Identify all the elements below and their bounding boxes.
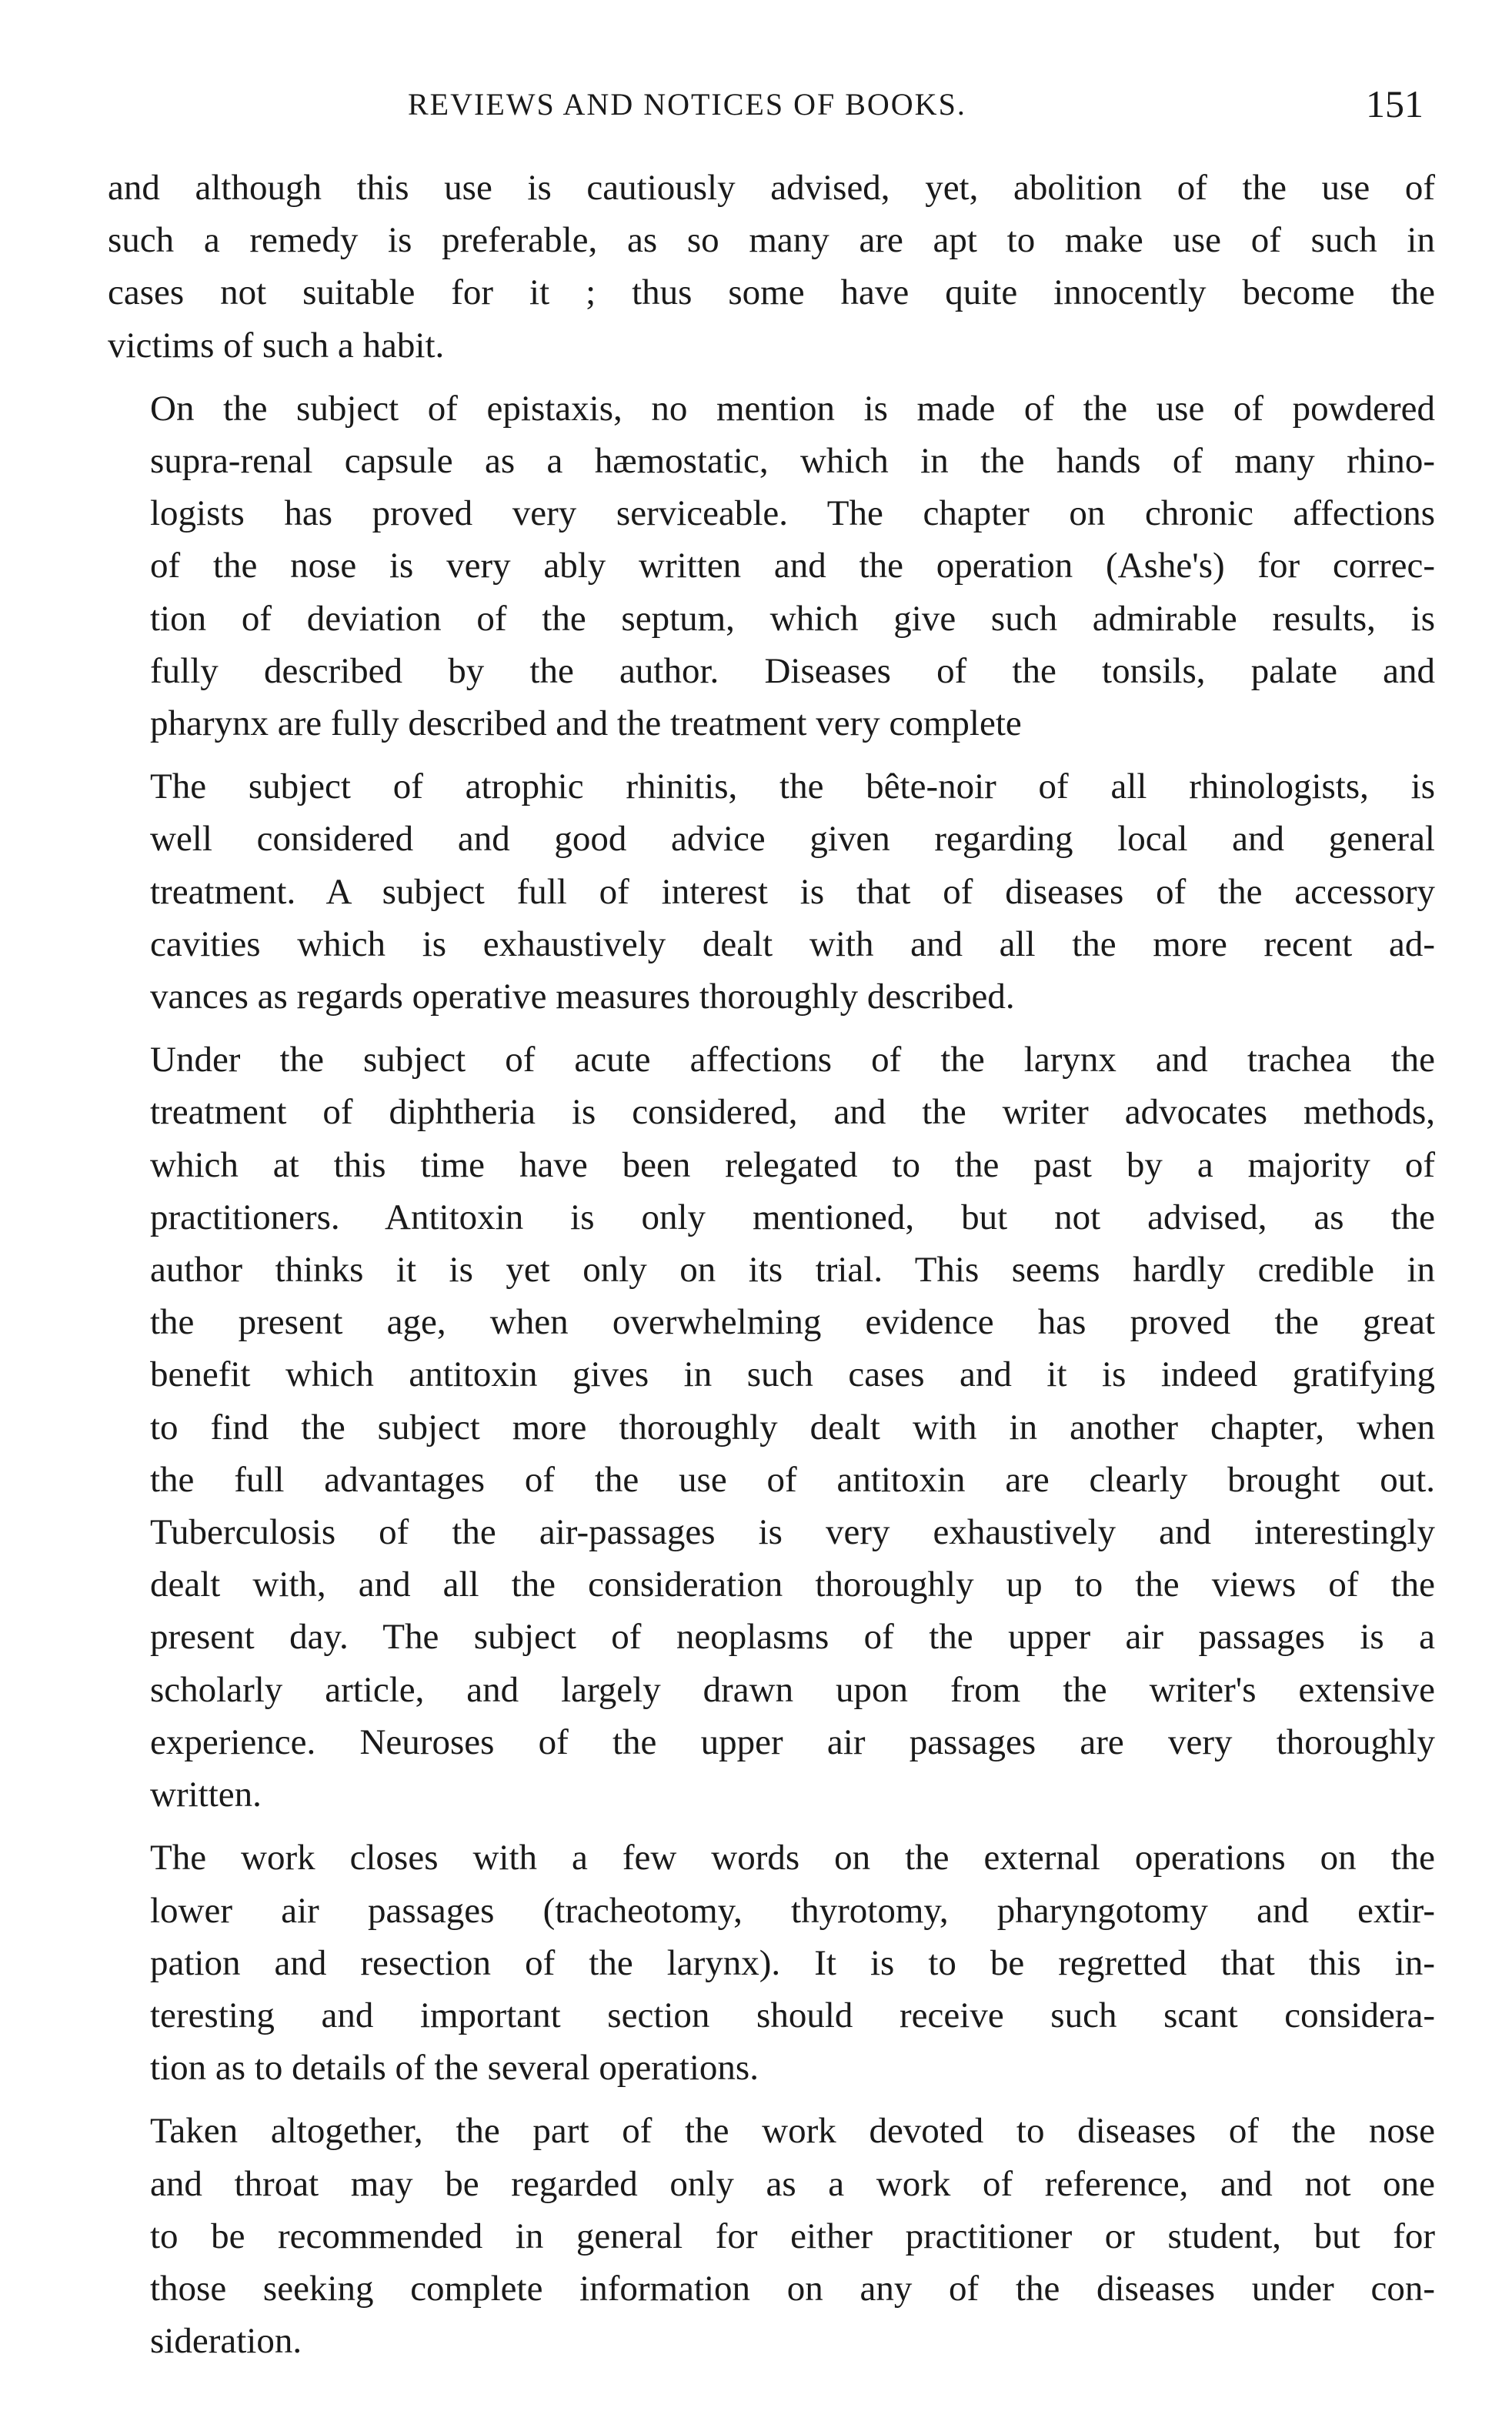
running-title: REVIEWS AND NOTICES OF BOOKS. xyxy=(408,87,966,122)
text-line: and throat may be regarded only as a work of reference, and not one xyxy=(150,2163,1435,2204)
text-line: Taken altogether, the part of the work devoted to diseases of the nose xyxy=(150,2111,1435,2152)
text-line: The work closes with a few words on the external operations on the xyxy=(150,1838,1435,1878)
page-number: 151 xyxy=(1366,82,1424,125)
paragraph-2 xyxy=(108,382,1435,750)
text-line: pharynx are fully described and the treatment very complete xyxy=(150,703,1022,744)
text-line: vances as regards operative measures thoroughly described. xyxy=(150,977,1015,1017)
text-line: fully described by the author. Diseases of the tonsils, palate and xyxy=(150,650,1435,691)
text-line: to be recommended in general for either practitioner or student, but for xyxy=(150,2216,1435,2256)
body-text xyxy=(108,162,1435,2378)
text-line: dealt with, and all the consideration thoroughly up to the views of the xyxy=(150,1564,1435,1605)
text-line: lower air passages (tracheotomy, thyrotomy, pharyngotomy and extir- xyxy=(150,1890,1435,1931)
text-line: such a remedy is preferable, as so many are apt to make use of such in xyxy=(108,220,1435,261)
text-line: Tuberculosis of the air-passages is very exhaustively and interestingly xyxy=(150,1512,1435,1553)
text-line: pation and resection of the larynx). It is to be regretted that this in- xyxy=(150,1942,1435,1983)
paragraph-5 xyxy=(108,1832,1435,2094)
text-line: those seeking complete information on any of the diseases under con- xyxy=(150,2268,1435,2309)
text-line: which at this time have been relegated to the past by a majority of xyxy=(150,1144,1435,1185)
text-line: tion of deviation of the septum, which give such admirable results, is xyxy=(150,598,1435,639)
text-line: the present age, when overwhelming evidence has proved the great xyxy=(150,1302,1435,1343)
text-line: tion as to details of the several operations. xyxy=(150,2048,759,2089)
text-line: practitioners. Antitoxin is only mentioned, but not advised, as the xyxy=(150,1197,1435,1237)
paragraph-1 xyxy=(108,162,1435,372)
text-line: well considered and good advice given regarding local and general xyxy=(150,819,1435,860)
text-line: the full advantages of the use of antitoxin are clearly brought out. xyxy=(150,1459,1435,1500)
paragraph-3 xyxy=(108,760,1435,1023)
text-line: benefit which antitoxin gives in such cases and it is indeed gratifying xyxy=(150,1354,1435,1395)
text-line: and although this use is cautiously advised, yet, abolition of the use of xyxy=(108,168,1435,208)
text-line: of the nose is very ably written and the operation (Ashe's) for correc- xyxy=(150,546,1435,586)
text-line: supra-renal capsule as a hæmostatic, which in the hands of many rhino- xyxy=(150,441,1435,482)
text-line: scholarly article, and largely drawn upon from the writer's extensive xyxy=(150,1669,1435,1710)
text-line: to find the subject more thoroughly dealt with in another chapter, when xyxy=(150,1407,1435,1448)
text-line: Under the subject of acute affections of the larynx and trachea the xyxy=(150,1040,1435,1080)
text-line: cases not suitable for it ; thus some have quite innocently become the xyxy=(108,272,1435,313)
text-line: On the subject of epistaxis, no mention is made of the use of powdered xyxy=(150,388,1435,429)
text-line: treatment. A subject full of interest is that of diseases of the accessory xyxy=(150,871,1435,912)
paragraph-6 xyxy=(108,2105,1435,2367)
text-line: logists has proved very serviceable. The chapter on chronic affections xyxy=(150,493,1435,534)
text-line: cavities which is exhaustively dealt with and all the more recent ad- xyxy=(150,923,1435,964)
text-line: present day. The subject of neoplasms of the upper air passages is a xyxy=(150,1617,1435,1658)
text-line: author thinks it is yet only on its trial. This seems hardly credible in xyxy=(150,1250,1435,1291)
text-line: treatment of diphtheria is considered, and the writer advocates methods, xyxy=(150,1092,1435,1133)
text-line: written. xyxy=(150,1775,262,1815)
paragraph-4 xyxy=(108,1034,1435,1821)
text-line: victims of such a habit. xyxy=(108,325,445,366)
text-line: sideration. xyxy=(150,2321,302,2362)
text-line: The subject of atrophic rhinitis, the bête-noir of all rhinologists, is xyxy=(150,766,1435,807)
text-line: experience. Neuroses of the upper air passages are very thoroughly xyxy=(150,1721,1435,1762)
running-header xyxy=(115,82,1424,132)
text-line: teresting and important section should receive such scant considera- xyxy=(150,1995,1435,2035)
